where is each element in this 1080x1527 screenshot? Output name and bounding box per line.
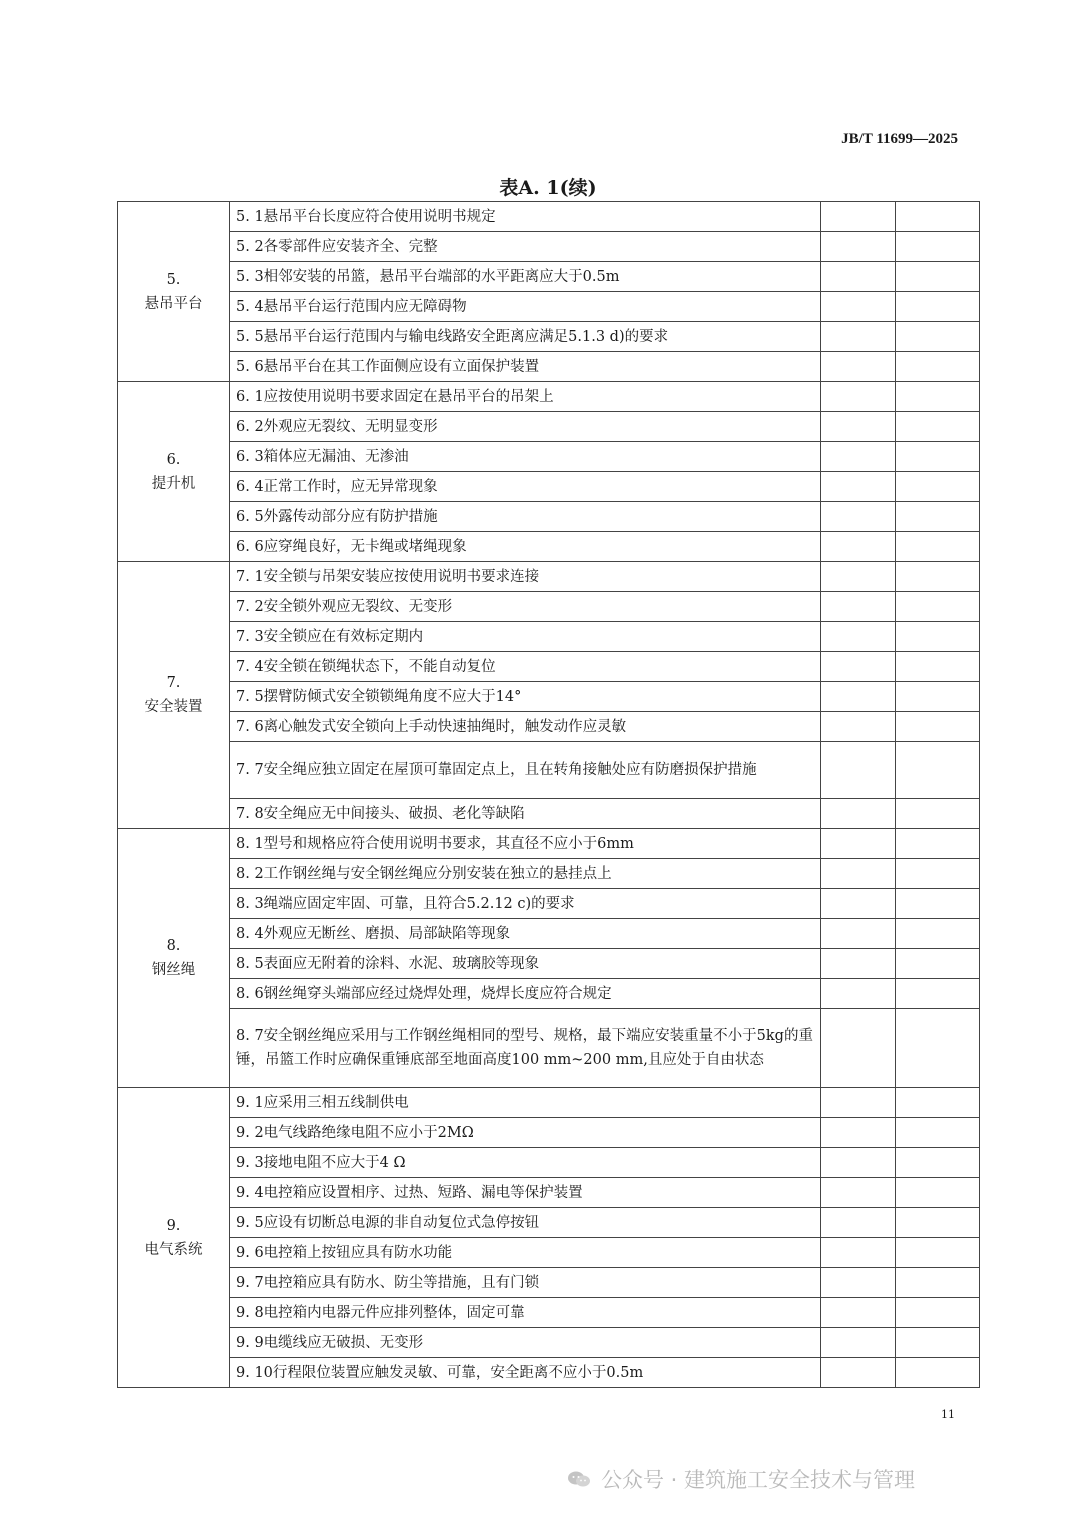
table-row <box>118 1268 980 1298</box>
page-number: 11 <box>941 1408 955 1421</box>
requirement-cell: 7. 3安全锁应在有效标定期内 <box>230 622 821 652</box>
remark-cell <box>896 442 980 472</box>
result-cell <box>821 292 896 322</box>
table-row <box>118 1328 980 1358</box>
remark-cell <box>896 1009 980 1088</box>
table-title: 表A. 1(续) <box>499 177 597 199</box>
result-cell <box>821 502 896 532</box>
requirement-cell: 9. 5应设有切断总电源的非自动复位式急停按钮 <box>230 1208 821 1238</box>
table-row <box>118 352 980 382</box>
remark-cell <box>896 592 980 622</box>
table-row <box>118 1208 980 1238</box>
table-row <box>118 652 980 682</box>
category-number: 8. <box>166 938 181 954</box>
requirement-cell: 5. 2各零部件应安装齐全、完整 <box>230 232 821 262</box>
table-row <box>118 502 980 532</box>
requirement-cell: 5. 6悬吊平台在其工作面侧应设有立面保护装置 <box>230 352 821 382</box>
table-row <box>118 262 980 292</box>
remark-cell <box>896 232 980 262</box>
table-row <box>118 592 980 622</box>
result-cell <box>821 712 896 742</box>
requirement-cell: 9. 8电控箱内电器元件应排列整体，固定可靠 <box>230 1298 821 1328</box>
requirement-cell: 8. 7安全钢丝绳应采用与工作钢丝绳相同的型号、规格，最下端应安装重量不小于5kg的重锤，吊篮工作时应确保重锤底部至地面高度100 mm~200 mm,且应处于自由状态 <box>230 1009 821 1088</box>
remark-cell <box>896 472 980 502</box>
requirement-cell: 6. 1应按使用说明书要求固定在悬吊平台的吊架上 <box>230 382 821 412</box>
remark-cell <box>896 1208 980 1238</box>
requirement-cell: 9. 2电气线路绝缘电阻不应小于2MΩ <box>230 1118 821 1148</box>
table-row <box>118 799 980 829</box>
remark-cell <box>896 262 980 292</box>
requirement-cell: 8. 3绳端应固定牢固、可靠，且符合5.2.12 c)的要求 <box>230 889 821 919</box>
category-cell <box>118 202 230 382</box>
result-cell <box>821 919 896 949</box>
table-row <box>118 889 980 919</box>
table-row <box>118 1178 980 1208</box>
result-cell <box>821 202 896 232</box>
requirement-cell: 9. 3接地电阻不应大于4 Ω <box>230 1148 821 1178</box>
result-cell <box>821 949 896 979</box>
result-cell <box>821 472 896 502</box>
table-row <box>118 712 980 742</box>
remark-cell <box>896 1118 980 1148</box>
table-row <box>118 382 980 412</box>
table-row <box>118 322 980 352</box>
requirement-cell: 6. 4正常工作时，应无异常现象 <box>230 472 821 502</box>
result-cell <box>821 562 896 592</box>
remark-cell <box>896 949 980 979</box>
remark-cell <box>896 412 980 442</box>
table-row <box>118 979 980 1009</box>
result-cell <box>821 1238 896 1268</box>
remark-cell <box>896 1148 980 1178</box>
table-row <box>118 1118 980 1148</box>
table-row <box>118 1088 980 1118</box>
result-cell <box>821 742 896 799</box>
requirement-cell: 8. 5表面应无附着的涂料、水泥、玻璃胶等现象 <box>230 949 821 979</box>
requirement-cell: 9. 7电控箱应具有防水、防尘等措施，且有门锁 <box>230 1268 821 1298</box>
result-cell <box>821 859 896 889</box>
requirement-cell: 6. 3箱体应无漏油、无渗油 <box>230 442 821 472</box>
requirement-cell: 8. 1型号和规格应符合使用说明书要求，其直径不应小于6mm <box>230 829 821 859</box>
result-cell <box>821 1148 896 1178</box>
result-cell <box>821 352 896 382</box>
requirement-cell: 7. 7安全绳应独立固定在屋顶可靠固定点上，且在转角接触处应有防磨损保护措施 <box>230 742 821 799</box>
result-cell <box>821 532 896 562</box>
remark-cell <box>896 742 980 799</box>
result-cell <box>821 979 896 1009</box>
table-row <box>118 859 980 889</box>
result-cell <box>821 1118 896 1148</box>
remark-cell <box>896 202 980 232</box>
requirement-cell: 9. 1应采用三相五线制供电 <box>230 1088 821 1118</box>
result-cell <box>821 1298 896 1328</box>
category-cell <box>118 382 230 562</box>
requirement-cell: 7. 1安全锁与吊架安装应按使用说明书要求连接 <box>230 562 821 592</box>
table-row <box>118 949 980 979</box>
watermark <box>567 1464 915 1494</box>
remark-cell <box>896 1088 980 1118</box>
remark-cell <box>896 1328 980 1358</box>
table-row <box>118 1238 980 1268</box>
remark-cell <box>896 889 980 919</box>
category-number: 9. <box>166 1217 181 1234</box>
category-cell <box>118 562 230 829</box>
remark-cell <box>896 1178 980 1208</box>
requirement-cell: 5. 4悬吊平台运行范围内应无障碍物 <box>230 292 821 322</box>
table-row <box>118 1148 980 1178</box>
remark-cell <box>896 1268 980 1298</box>
table-row <box>118 1009 980 1088</box>
requirement-cell: 8. 6钢丝绳穿头端部应经过烧焊处理，烧焊长度应符合规定 <box>230 979 821 1009</box>
wechat-icon <box>567 1470 591 1488</box>
category-cell <box>118 1088 230 1388</box>
result-cell <box>821 382 896 412</box>
result-cell <box>821 1009 896 1088</box>
result-cell <box>821 622 896 652</box>
table-row <box>118 202 980 232</box>
result-cell <box>821 1178 896 1208</box>
result-cell <box>821 799 896 829</box>
requirement-cell: 9. 9电缆线应无破损、无变形 <box>230 1328 821 1358</box>
requirement-cell: 5. 3相邻安装的吊篮，悬吊平台端部的水平距离应大于0.5m <box>230 262 821 292</box>
table-row <box>118 412 980 442</box>
result-cell <box>821 442 896 472</box>
remark-cell <box>896 859 980 889</box>
requirement-cell: 7. 4安全锁在锁绳状态下，不能自动复位 <box>230 652 821 682</box>
category-number: 5. <box>166 271 181 288</box>
remark-cell <box>896 1298 980 1328</box>
result-cell <box>821 682 896 712</box>
requirement-cell: 9. 4电控箱应设置相序、过热、短路、漏电等保护装置 <box>230 1178 821 1208</box>
result-cell <box>821 262 896 292</box>
requirement-cell: 7. 8安全绳应无中间接头、破损、老化等缺陷 <box>230 799 821 829</box>
table-row <box>118 232 980 262</box>
table-row <box>118 1298 980 1328</box>
result-cell <box>821 1208 896 1238</box>
requirement-cell: 5. 5悬吊平台运行范围内与输电线路安全距离应满足5.1.3 d)的要求 <box>230 322 821 352</box>
remark-cell <box>896 1238 980 1268</box>
table-row <box>118 682 980 712</box>
remark-cell <box>896 979 980 1009</box>
requirement-cell: 8. 4外观应无断丝、磨损、局部缺陷等现象 <box>230 919 821 949</box>
category-name: 钢丝绳 <box>151 962 196 978</box>
result-cell <box>821 829 896 859</box>
category-name: 安全装置 <box>144 699 203 715</box>
requirement-cell: 9. 10行程限位装置应触发灵敏、可靠，安全距离不应小于0.5m <box>230 1358 821 1388</box>
result-cell <box>821 652 896 682</box>
category-number: 7. <box>166 675 181 691</box>
requirement-cell: 6. 2外观应无裂纹、无明显变形 <box>230 412 821 442</box>
table-row <box>118 442 980 472</box>
remark-cell <box>896 532 980 562</box>
category-cell <box>118 829 230 1088</box>
remark-cell <box>896 829 980 859</box>
table-row <box>118 742 980 799</box>
remark-cell <box>896 919 980 949</box>
remark-cell <box>896 682 980 712</box>
table-row <box>118 919 980 949</box>
remark-cell <box>896 292 980 322</box>
result-cell <box>821 592 896 622</box>
category-name: 提升机 <box>151 475 196 492</box>
requirement-cell: 7. 6离心触发式安全锁向上手动快速抽绳时，触发动作应灵敏 <box>230 712 821 742</box>
table-row <box>118 622 980 652</box>
result-cell <box>821 1358 896 1388</box>
inspection-table <box>117 201 980 1388</box>
remark-cell <box>896 502 980 532</box>
remark-cell <box>896 799 980 829</box>
requirement-cell: 6. 5外露传动部分应有防护措施 <box>230 502 821 532</box>
category-name: 电气系统 <box>144 1241 203 1258</box>
result-cell <box>821 322 896 352</box>
standard-number: JB/T 11699—2025 <box>841 131 958 147</box>
result-cell <box>821 889 896 919</box>
remark-cell <box>896 382 980 412</box>
table-row <box>118 472 980 502</box>
table-row <box>118 532 980 562</box>
remark-cell <box>896 322 980 352</box>
remark-cell <box>896 622 980 652</box>
requirement-cell: 7. 2安全锁外观应无裂纹、无变形 <box>230 592 821 622</box>
result-cell <box>821 412 896 442</box>
table-row <box>118 1358 980 1388</box>
remark-cell <box>896 652 980 682</box>
category-number: 6. <box>166 451 181 468</box>
requirement-cell: 7. 5摆臂防倾式安全锁锁绳角度不应大于14° <box>230 682 821 712</box>
requirement-cell: 9. 6电控箱上按钮应具有防水功能 <box>230 1238 821 1268</box>
result-cell <box>821 1268 896 1298</box>
table-row <box>118 292 980 322</box>
result-cell <box>821 1088 896 1118</box>
result-cell <box>821 1328 896 1358</box>
remark-cell <box>896 712 980 742</box>
result-cell <box>821 232 896 262</box>
category-name: 悬吊平台 <box>144 295 203 312</box>
remark-cell <box>896 352 980 382</box>
table-row <box>118 829 980 859</box>
remark-cell <box>896 562 980 592</box>
table-row <box>118 562 980 592</box>
requirement-cell: 5. 1悬吊平台长度应符合使用说明书规定 <box>230 202 821 232</box>
watermark-text: 公众号 · 建筑施工安全技术与管理 <box>601 1468 916 1492</box>
remark-cell <box>896 1358 980 1388</box>
requirement-cell: 6. 6应穿绳良好，无卡绳或堵绳现象 <box>230 532 821 562</box>
requirement-cell: 8. 2工作钢丝绳与安全钢丝绳应分别安装在独立的悬挂点上 <box>230 859 821 889</box>
